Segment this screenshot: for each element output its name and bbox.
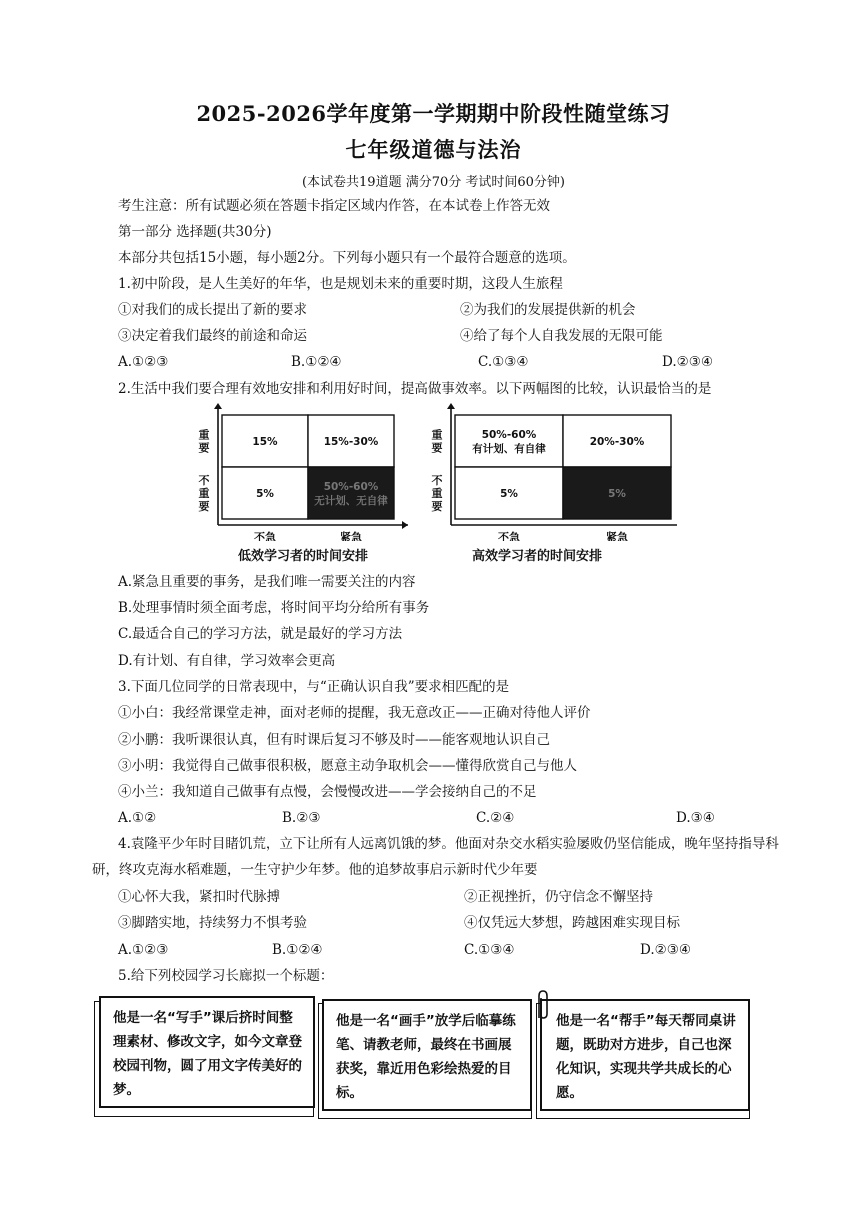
q4-option-c: C.①③④ — [464, 942, 515, 958]
chart-high-efficiency — [427, 403, 677, 545]
col-label: 不急 — [254, 531, 276, 541]
q2-option-d: D.有计划、有自律，学习效率会更高 — [118, 653, 336, 669]
card-helper-text: 他是一名“帮手”每天帮同桌讲题，既助对方进步，自己也深化知识，实现共学共成长的心愿。 — [556, 1013, 736, 1101]
q1-option-a: A.①②③ — [118, 354, 169, 370]
paperclip-icon — [533, 988, 551, 1022]
row-label: 重 — [198, 428, 210, 442]
quadrant-cell-label: 5% — [256, 488, 274, 500]
q4-option-a: A.①②③ — [118, 942, 169, 958]
card-writer — [99, 996, 315, 1108]
q2-option-a: A.紧急且重要的事务，是我们唯一需要关注的内容 — [118, 574, 416, 590]
quadrant-cell — [455, 415, 563, 467]
q1-item: ②为我们的发展提供新的机会 — [460, 302, 636, 318]
q3-option-a: A.①② — [118, 810, 157, 826]
q3-item: ④小兰：我知道自己做事有点慢，会慢慢改进——学会接纳自己的不足 — [118, 784, 537, 800]
col-label: 紧急 — [606, 531, 628, 541]
row-label: 要 — [198, 500, 210, 513]
quadrant-cell-label: 5% — [608, 488, 626, 500]
q4-item: ①心怀大我，紧扣时代脉搏 — [118, 889, 280, 905]
row-label: 重 — [431, 487, 443, 500]
quadrant-cell-label: 50%-60% — [481, 429, 537, 441]
chart-high-efficiency-title: 高效学习者的时间安排 — [472, 549, 603, 564]
quadrant-cell-label: 15%-30% — [323, 436, 379, 448]
quadrant-cell-label: 有计划、有自律 — [472, 443, 546, 455]
quadrant-cell-label: 5% — [500, 488, 518, 500]
q1-item: ①对我们的成长提出了新的要求 — [118, 302, 307, 318]
card-painter — [322, 999, 532, 1111]
col-label: 不急 — [498, 531, 520, 541]
row-label: 要 — [431, 500, 443, 513]
card-helper — [540, 999, 750, 1111]
card-painter-text: 他是一名“画手”放学后临摹练笔、请教老师，最终在书画展获奖，靠近用色彩绘热爱的目标。 — [336, 1013, 516, 1101]
q3-option-c: C.②④ — [476, 810, 515, 826]
quadrant-cell-label: 50%-60% — [323, 481, 379, 493]
notice: 考生注意：所有试题必须在答题卡指定区域内作答，在本试卷上作答无效 — [118, 198, 550, 214]
exam-title: 2025-2026学年度第一学期期中阶段性随堂练习 — [196, 101, 671, 126]
row-label: 要 — [431, 441, 443, 455]
q4-item: ②正视挫折，仍守信念不懈坚持 — [464, 889, 653, 905]
q3-item: ①小白：我经常课堂走神，面对老师的提醒，我无意改正——正确对待他人评价 — [118, 705, 591, 721]
q3-item: ③小明：我觉得自己做事很积极，愿意主动争取机会——懂得欣赏自己与他人 — [118, 758, 577, 774]
q3-option-d: D.③④ — [676, 810, 715, 826]
quadrant-cell-label: 20%-30% — [589, 436, 645, 448]
q4-item: ③脚踏实地，持续努力不惧考验 — [118, 915, 307, 931]
q4-item: ④仅凭远大梦想，跨越困难实现目标 — [464, 915, 680, 931]
y-axis-arrow — [447, 403, 455, 409]
section-instructions: 本部分共包括15小题，每小题2分。下列每小题只有一个最符合题意的选项。 — [118, 250, 576, 266]
row-label: 重 — [431, 428, 443, 442]
chart-low-efficiency-svg — [192, 403, 432, 541]
q3-option-b: B.②③ — [282, 810, 321, 826]
q2-stem: 2.生活中我们要合理有效地安排和利用好时间，提高做事效率。以下两幅图的比较，认识最恰当的是 — [118, 381, 712, 397]
row-label: 要 — [198, 441, 210, 455]
y-axis-arrow — [214, 403, 222, 409]
q1-item: ④给了每个人自我发展的无限可能 — [460, 328, 663, 344]
col-label: 紧急 — [340, 531, 362, 541]
row-label: 不 — [198, 474, 210, 487]
row-label: 不 — [431, 474, 443, 487]
q1-option-b: B.①②④ — [291, 354, 342, 370]
q4-stem: 4.袁隆平少年时目睹饥荒，立下让所有人远离饥饿的梦。他面对杂交水稻实验屡败仍坚信能成，晚年坚持指导科研，终攻克海水稻难题，一生守护少年梦。他的追梦故事启示新时代少年要 — [92, 836, 779, 878]
q2-option-b: B.处理事情时须全面考虑，将时间平均分给所有事务 — [118, 600, 430, 616]
q1-stem: 1.初中阶段，是人生美好的年华，也是规划未来的重要时期，这段人生旅程 — [118, 276, 563, 292]
chart-high-efficiency-svg — [427, 403, 677, 541]
section-title: 第一部分 选择题(共30分) — [118, 224, 272, 240]
q1-item: ③决定着我们最终的前途和命运 — [118, 328, 307, 344]
chart-low-efficiency — [192, 403, 432, 545]
row-label: 重 — [198, 487, 210, 500]
q3-item: ②小鹏：我听课很认真，但有时课后复习不够及时——能客观地认识自己 — [118, 732, 550, 748]
q1-option-d: D.②③④ — [662, 354, 713, 370]
exam-info: (本试卷共19道题 满分70分 考试时间60分钟) — [301, 175, 566, 190]
q2-option-c: C.最适合自己的学习方法，就是最好的学习方法 — [118, 626, 403, 642]
quadrant-cell-label: 15% — [252, 436, 278, 448]
exam-subject: 七年级道德与法治 — [345, 137, 522, 162]
x-axis-arrow — [402, 521, 408, 529]
quadrant-cell — [308, 467, 394, 519]
quadrant-cell-label: 无计划、无自律 — [314, 495, 388, 507]
q3-stem: 3.下面几位同学的日常表现中，与“正确认识自我”要求相匹配的是 — [118, 679, 510, 695]
card-writer-text: 他是一名“写手”课后挤时间整理素材、修改文字，如今文章登校园刊物，圆了用文字传美好的梦。 — [113, 1010, 302, 1098]
q1-option-c: C.①③④ — [478, 354, 529, 370]
chart-low-efficiency-title: 低效学习者的时间安排 — [238, 549, 369, 564]
q4-option-b: B.①②④ — [272, 942, 323, 958]
q4-option-d: D.②③④ — [640, 942, 691, 958]
q5-stem: 5.给下列校园学习长廊拟一个标题： — [118, 968, 334, 984]
